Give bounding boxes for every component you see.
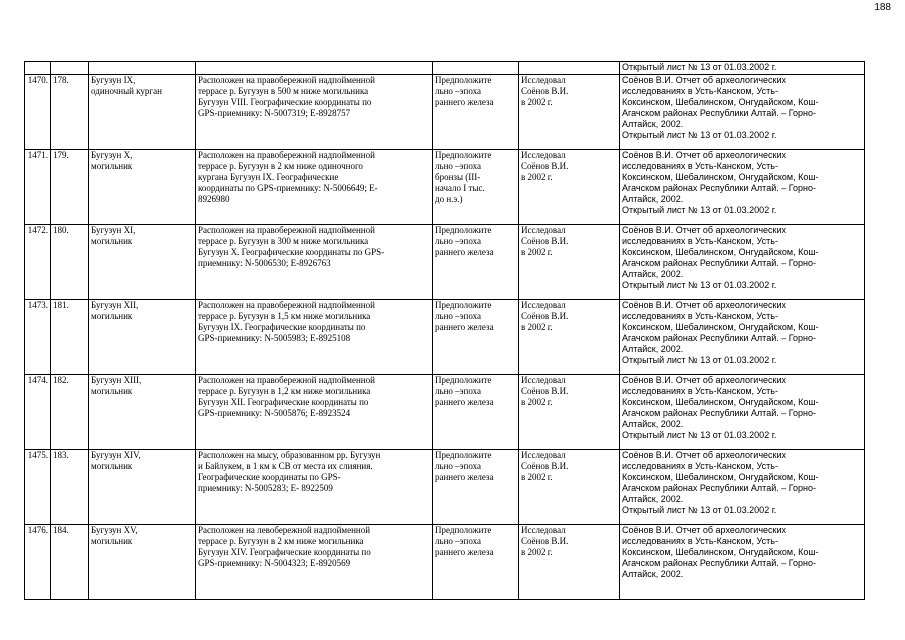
reference-text: Соёнов В.И. Отчет об археологических исследованиях в Усть-Канском, Усть- Коксинском, Шебалинском, Онгудайском, Кош- Агачском районах Республики Алтай. – Горно- Алтайск, 2002.	[622, 525, 819, 579]
monument-name-cell	[89, 225, 196, 300]
table-continuation-row	[25, 62, 865, 75]
reference-text: Соёнов В.И. Отчет об археологических исследованиях в Усть-Канском, Усть- Коксинском, Шебалинском, Онгудайском, Кош- Агачском районах Республики Алтай. – Горно- Алтайск, 2002.	[622, 375, 819, 429]
location-cell	[196, 225, 433, 300]
source-cell	[620, 450, 865, 525]
registry-number-text: 1474.	[27, 375, 48, 385]
table-row	[25, 150, 865, 225]
registry-number-cell	[25, 450, 51, 525]
monument-name-text: Бугузун XI, могильник	[91, 225, 136, 246]
permit-text: Открытый лист № 13 от 01.03.2002 г.	[622, 355, 777, 365]
location-cell	[196, 75, 433, 150]
registry-number-text: 1473.	[27, 300, 48, 310]
monument-name-text: Бугузун X, могильник	[91, 150, 133, 171]
dating-text: Предположите льно –эпоха раннего железа	[435, 75, 494, 107]
monument-name-cell	[89, 150, 196, 225]
researcher-text: Исследовал Соёнов В.И. в 2002 г.	[521, 525, 569, 557]
researcher-cell	[519, 375, 620, 450]
researcher-cell	[519, 150, 620, 225]
permit-text: Открытый лист № 13 от 01.03.2002 г.	[622, 505, 777, 515]
item-number-cell	[51, 150, 89, 225]
researcher-cell	[519, 450, 620, 525]
dating-cell	[433, 300, 519, 375]
item-number-text: 181.	[53, 300, 69, 310]
monument-name-cell	[89, 450, 196, 525]
empty-cell	[519, 62, 620, 75]
empty-cell	[196, 62, 433, 75]
item-number-text: 179.	[53, 150, 69, 160]
researcher-cell	[519, 225, 620, 300]
dating-cell	[433, 225, 519, 300]
location-text: Расположен на правобережной надпойменной террасе р. Бугузун в 500 м ниже могильника Бугузун VIII. Географические координаты по GPS-приемнику: N-5007319; E-8928757	[198, 75, 375, 118]
source-cell	[620, 150, 865, 225]
reference-text: Соёнов В.И. Отчет об археологических исследованиях в Усть-Канском, Усть- Коксинском, Шебалинском, Онгудайском, Кош- Агачском районах Республики Алтай. – Горно- Алтайск, 2002.	[622, 75, 819, 129]
location-text: Расположен на правобережной надпойменной террасе р. Бугузун в 300 м ниже могильника Бугузун X. Географические координаты по GPS- приемнику: N-5006530; E-8926763	[198, 225, 385, 268]
registry-number-cell	[25, 225, 51, 300]
empty-cell	[433, 62, 519, 75]
location-cell	[196, 300, 433, 375]
dating-cell	[433, 525, 519, 600]
registry-number-text: 1471.	[27, 150, 48, 160]
source-cell	[620, 75, 865, 150]
researcher-text: Исследовал Соёнов В.И. в 2002 г.	[521, 225, 569, 257]
location-text: Расположен на правобережной надпойменной террасе р. Бугузун в 1,2 км ниже могильника Бугузун XII. Географические координаты по GPS-приемнику: N-5005876; E-8923524	[198, 375, 375, 418]
table-row	[25, 450, 865, 525]
location-cell	[196, 375, 433, 450]
item-number-cell	[51, 450, 89, 525]
registry-number-text: 1476.	[27, 525, 48, 535]
registry-number-cell	[25, 525, 51, 600]
location-text: Расположен на мысу, образованном рр. Бугузун и Байлукем, в 1 км к СВ от места их слияния. Географические координаты по GPS- приемнику: N-5005283; E- 8922509	[198, 450, 381, 493]
monument-name-text: Бугузун XII, могильник	[91, 300, 139, 321]
registry-number-cell	[25, 300, 51, 375]
location-text: Расположен на правобережной надпойменной террасе р. Бугузун в 2 км ниже одиночного кургана Бугузун IX. Географические координаты по GPS-приемнику: N-5006649; E- 8926980	[198, 150, 378, 204]
monument-name-text: Бугузун XV, могильник	[91, 525, 138, 546]
dating-text: Предположите льно –эпоха раннего железа	[435, 225, 494, 257]
item-number-text: 182.	[53, 375, 69, 385]
location-cell	[196, 525, 433, 600]
table-row	[25, 525, 865, 600]
researcher-text: Исследовал Соёнов В.И. в 2002 г.	[521, 450, 569, 482]
table-row	[25, 300, 865, 375]
table-row	[25, 225, 865, 300]
source-cell	[620, 300, 865, 375]
item-number-cell	[51, 75, 89, 150]
item-number-cell	[51, 225, 89, 300]
table-row	[25, 375, 865, 450]
monuments-table	[24, 61, 865, 600]
permit-text: Открытый лист № 13 от 01.03.2002 г.	[622, 205, 777, 215]
empty-cell	[25, 62, 51, 75]
dating-cell	[433, 375, 519, 450]
item-number-text: 178.	[53, 75, 69, 85]
item-number-text: 183.	[53, 450, 69, 460]
reference-text: Соёнов В.И. Отчет об археологических исследованиях в Усть-Канском, Усть- Коксинском, Шебалинском, Онгудайском, Кош- Агачском районах Республики Алтай. – Горно- Алтайск, 2002.	[622, 300, 819, 354]
dating-text: Предположите льно –эпоха раннего железа	[435, 300, 494, 332]
researcher-text: Исследовал Соёнов В.И. в 2002 г.	[521, 300, 569, 332]
empty-cell	[89, 62, 196, 75]
item-number-cell	[51, 525, 89, 600]
dating-text: Предположите льно –эпоха раннего железа	[435, 450, 494, 482]
permit-text: Открытый лист № 13 от 01.03.2002 г.	[622, 430, 777, 440]
dating-text: Предположите льно –эпоха бронзы (III- начало I тыс. до н.э.)	[435, 150, 492, 204]
monument-name-cell	[89, 375, 196, 450]
monument-name-text: Бугузун XIV, могильник	[91, 450, 141, 471]
item-number-text: 180.	[53, 225, 69, 235]
researcher-cell	[519, 75, 620, 150]
source-cell	[620, 525, 865, 600]
source-cell	[620, 62, 865, 75]
reference-text: Соёнов В.И. Отчет об археологических исследованиях в Усть-Канском, Усть- Коксинском, Шебалинском, Онгудайском, Кош- Агачском районах Республики Алтай. – Горно- Алтайск, 2002.	[622, 150, 819, 204]
researcher-cell	[519, 300, 620, 375]
monument-name-text: Бугузун IX, одиночный курган	[91, 75, 162, 96]
dating-cell	[433, 150, 519, 225]
registry-number-cell	[25, 150, 51, 225]
reference-text: Соёнов В.И. Отчет об археологических исследованиях в Усть-Канском, Усть- Коксинском, Шебалинском, Онгудайском, Кош- Агачском районах Республики Алтай. – Горно- Алтайск, 2002.	[622, 225, 819, 279]
source-cell	[620, 225, 865, 300]
dating-cell	[433, 450, 519, 525]
table-row	[25, 75, 865, 150]
table-body	[25, 62, 865, 600]
reference-text: Соёнов В.И. Отчет об археологических исследованиях в Усть-Канском, Усть- Коксинском, Шебалинском, Онгудайском, Кош- Агачском районах Республики Алтай. – Горно- Алтайск, 2002.	[622, 450, 819, 504]
monument-name-cell	[89, 300, 196, 375]
permit-text: Открытый лист № 13 от 01.03.2002 г.	[622, 130, 777, 140]
empty-cell	[51, 62, 89, 75]
dating-cell	[433, 75, 519, 150]
item-number-cell	[51, 375, 89, 450]
registry-number-text: 1472.	[27, 225, 48, 235]
monument-name-cell	[89, 525, 196, 600]
page-number: 188	[874, 2, 891, 13]
permit-text: Открытый лист № 13 от 01.03.2002 г.	[622, 62, 777, 72]
researcher-text: Исследовал Соёнов В.И. в 2002 г.	[521, 150, 569, 182]
dating-text: Предположите льно –эпоха раннего железа	[435, 525, 494, 557]
item-number-text: 184.	[53, 525, 69, 535]
monument-name-text: Бугузун XIII, могильник	[91, 375, 142, 396]
location-text: Расположен на левобережной надпойменной террасе р. Бугузун в 2 км ниже могильника Бугузун XIV. Географические координаты по GPS-приемнику: N-5004323; E-8920569	[198, 525, 371, 568]
item-number-cell	[51, 300, 89, 375]
location-cell	[196, 450, 433, 525]
registry-number-cell	[25, 75, 51, 150]
researcher-text: Исследовал Соёнов В.И. в 2002 г.	[521, 375, 569, 407]
researcher-text: Исследовал Соёнов В.И. в 2002 г.	[521, 75, 569, 107]
permit-text: Открытый лист № 13 от 01.03.2002 г.	[622, 280, 777, 290]
registry-number-text: 1475.	[27, 450, 48, 460]
location-cell	[196, 150, 433, 225]
registry-number-text: 1470.	[27, 75, 48, 85]
monument-name-cell	[89, 75, 196, 150]
dating-text: Предположите льно –эпоха раннего железа	[435, 375, 494, 407]
source-cell	[620, 375, 865, 450]
location-text: Расположен на правобережной надпойменной террасе р. Бугузун в 1,5 км ниже могильника Бугузун IX. Географические координаты по GPS-приемнику: N-5005983; E-8925108	[198, 300, 375, 343]
registry-number-cell	[25, 375, 51, 450]
researcher-cell	[519, 525, 620, 600]
